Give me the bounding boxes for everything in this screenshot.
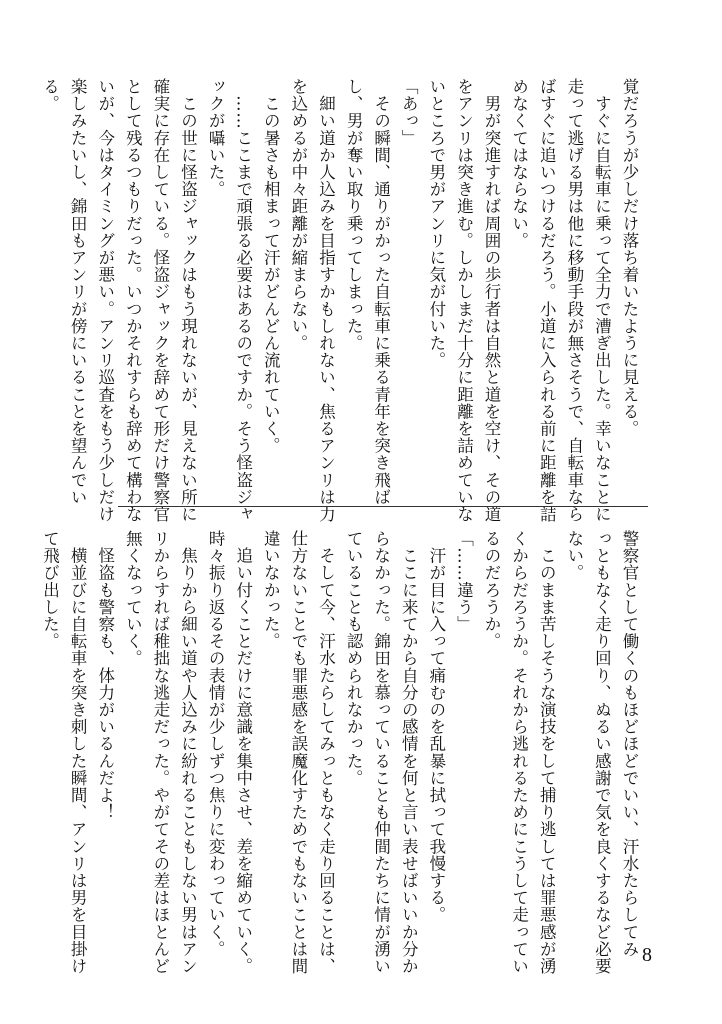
text-line: 仕方ないことでも罪悪感を誤魔化すためでもないことは間: [288, 530, 308, 975]
text-line: 走って逃げる男は他に移動手段が無さそうで、自転車なら: [564, 78, 584, 523]
text-line: をアンリは突き進む。しかしまだ十分に距離を詰めていな: [454, 78, 474, 523]
text-line: 時々振り返るその表情が少しずつ焦りに変わっていく。: [206, 530, 226, 958]
text-line: 「あっ」: [399, 78, 419, 147]
text-line: 覚だろうが少しだけ落ち着いたように見える。: [620, 78, 639, 438]
text-line: ックが囁いた。: [206, 78, 226, 198]
text-line: そして今、汗水たらしてみっともなく走り回ることは、: [316, 530, 336, 975]
text-line: 横並びに自転車を突き刺した瞬間、アンリは男を目掛け: [68, 530, 88, 975]
text-line: すぐに自転車に乗って全力で漕ぎ出した。幸いなことに: [592, 78, 612, 523]
text-line: 警察官として働くのもほどほどでいい、汗水たらしてみ: [620, 530, 639, 958]
text-line: ばすぐに追いつけるだろう。小道に入られる前に距離を詰: [537, 78, 557, 523]
text-line: る。: [40, 78, 60, 113]
text-line: て飛び出した。: [40, 530, 60, 650]
text-line: この世に怪盗ジャックはもう現れないが、見えない所に: [178, 78, 198, 523]
text-line: このまま苦しそうな演技をして捕り逃しては罪悪感が湧: [537, 530, 557, 975]
text-line: 違いなかった。: [261, 530, 281, 650]
text-line: るのだろうか。: [482, 530, 502, 650]
text-line: 男が突進すれば周囲の歩行者は自然と道を空け、その道: [482, 78, 502, 523]
text-block-top: [40, 78, 643, 523]
text-line: 細い道か人込みを目指すかもしれない、焦るアンリは力: [316, 78, 336, 523]
text-line: いが、今はタイミングが悪い。アンリ巡査をもう少しだけ: [95, 78, 115, 523]
text-line: ここに来てから自分の感情を何と言い表せばいいか分か: [399, 530, 419, 975]
text-block-bottom: [40, 530, 643, 975]
text-line: くからだろうか。それから逃れるためにこうして走ってい: [509, 530, 529, 975]
text-line: 「……違う」: [454, 530, 474, 633]
text-line: として残るつもりだった。いつかそれすらも辞めて構わな: [123, 78, 143, 523]
page-number: 8: [642, 944, 652, 966]
text-line: ていることも認められなかった。: [344, 530, 364, 787]
text-line: 怪盗も警察も、体力がいるんだよ！: [95, 530, 115, 821]
text-line: めなくてはならない。: [509, 78, 529, 249]
text-line: らなかった。錦田を慕っていることも仲間たちに情が湧い: [371, 530, 391, 975]
text-line: ……ここまで頑張る必要はあるのですか。そう怪盗ジャ: [233, 78, 253, 523]
text-line: ない。: [564, 530, 584, 582]
text-line: 焦りから細い道や人込みに紛れることもしない男はアン: [178, 530, 198, 975]
section-divider: [118, 506, 648, 507]
text-line: し、男が奪い取り乗ってしまった。: [344, 78, 364, 352]
text-line: 追い付くことだけに意識を集中させ、差を縮めていく。: [233, 530, 253, 975]
text-line: リからすれば稚拙な逃走だった。やがてその差はほとんど: [150, 530, 170, 975]
text-line: 汗が目に入って痛むのを乱暴に拭って我慢する。: [426, 530, 446, 924]
text-line: この暑さも相まって汗がどんどん流れていく。: [261, 78, 281, 455]
text-line: を込めるが中々距離が縮まらない。: [288, 78, 308, 352]
text-line: 確実に存在している。怪盗ジャックを辞めて形だけ警察官: [150, 78, 170, 523]
text-line: いところで男がアンリに気が付いた。: [426, 78, 446, 369]
text-line: 楽しみたいし、錦田もアンリが傍にいることを望んでい: [68, 78, 88, 506]
text-line: その瞬間、通りがかった自転車に乗る青年を突き飛ば: [371, 78, 391, 506]
text-line: っともなく走り回り、ぬるい感謝で気を良くするなど必要: [592, 530, 612, 975]
text-line: 無くなっていく。: [123, 530, 143, 667]
